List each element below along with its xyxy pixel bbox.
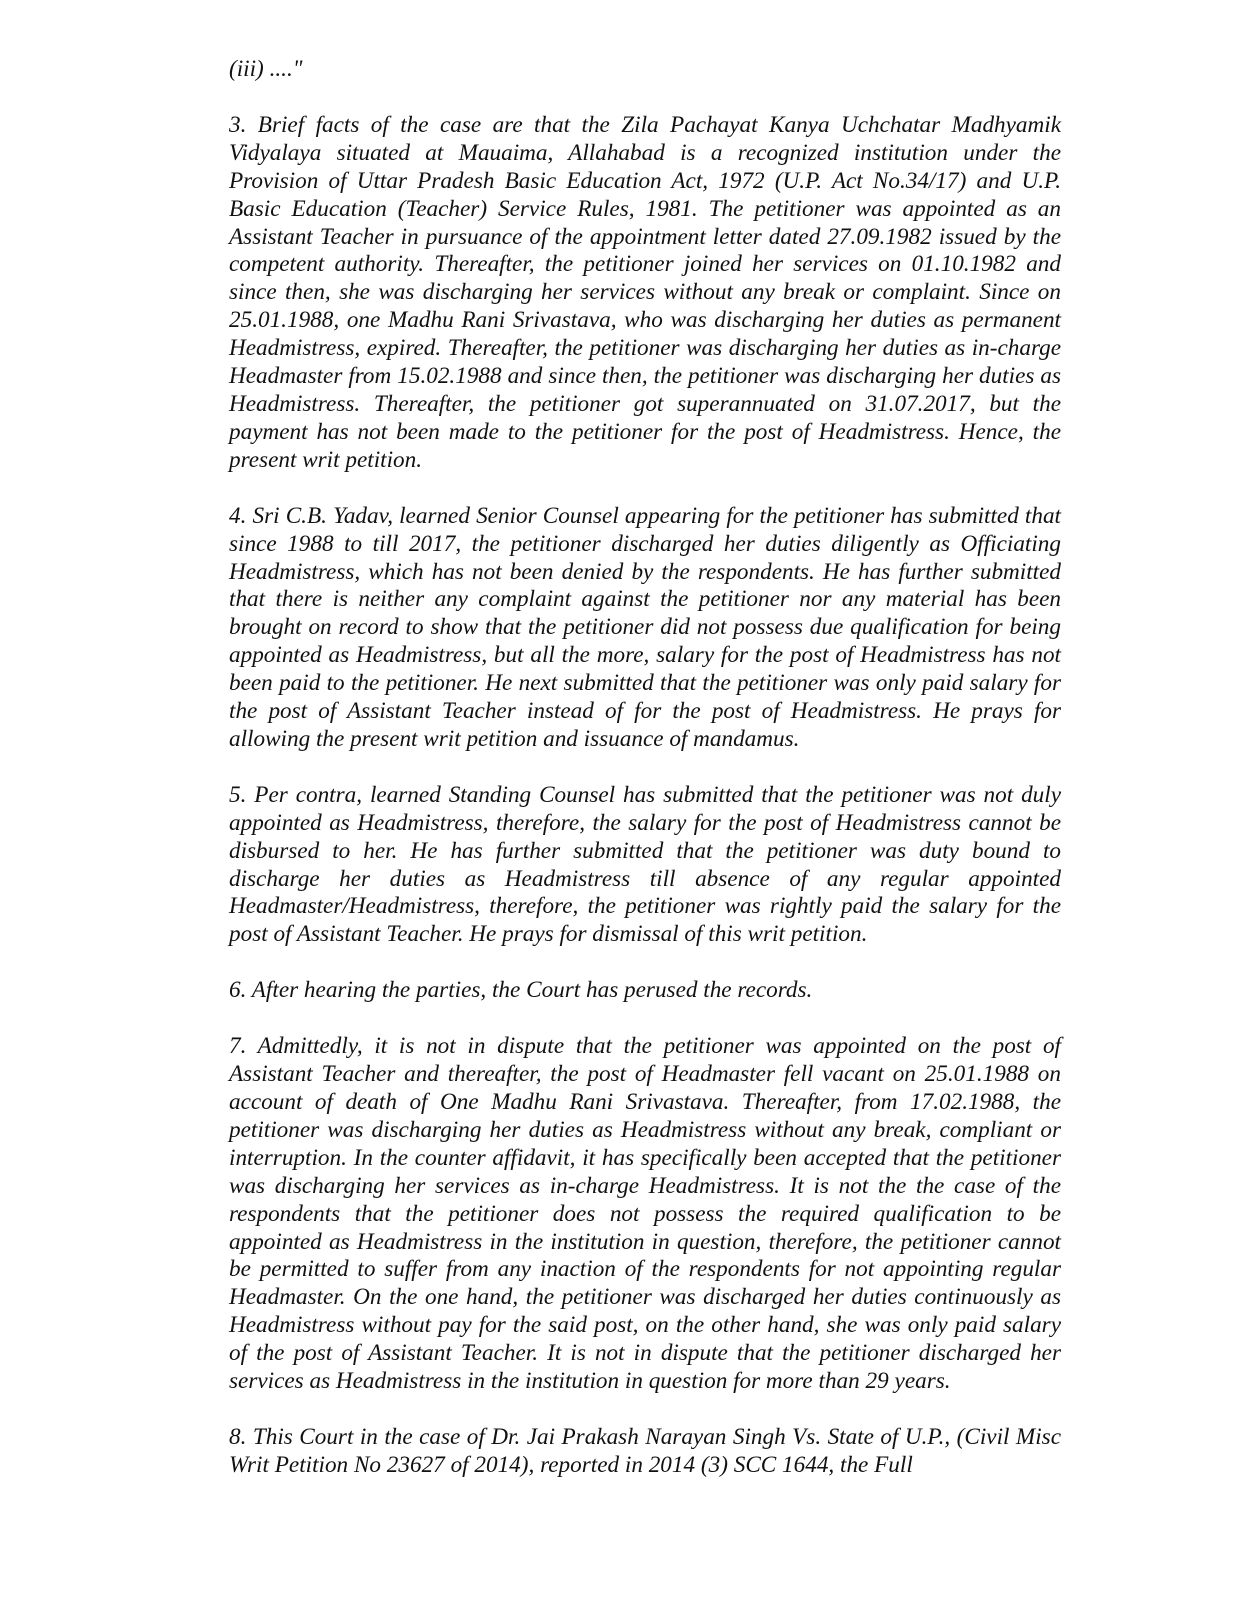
paragraph-5-respondent-submission: 5. Per contra, learned Standing Counsel has submitted that the petitioner was not duly appointed as Headmistress, therefore, the salary for the post of Headmistress cannot be disbursed to her. He has further submitted that the petitioner was duty bound to discharge her duties as Headmistress till absence of any regular appointed Headmaster/Headmistress, therefore, the petitioner was rightly paid the salary for the post of Assistant Teacher. He prays for dismissal of this writ petition. bbox=[229, 781, 1061, 948]
document-page bbox=[229, 56, 1061, 1508]
quote-ending: (iii) ...." bbox=[229, 56, 303, 82]
paragraph-3-brief-facts: 3. Brief facts of the case are that the Zila Pachayat Kanya Uchchatar Madhyamik Vidyalaya situated at Mauaima, Allahabad is a recognized institution under the Provision of Uttar Pradesh Basic Education Act, 1972 (U.P. Act No.34/17) and U.P. Basic Education (Teacher) Service Rules, 1981. The petitioner was appointed as an Assistant Teacher in pursuance of the appointment letter dated 27.09.1982 issued by the competent authority. Thereafter, the petitioner joined her services on 01.10.1982 and since then, she was discharging her services without any break or complaint. Since on 25.01.1988, one Madhu Rani Srivastava, who was discharging her duties as permanent Headmistress, expired. Thereafter, the petitioner was discharging her duties as in-charge Headmaster from 15.02.1988 and since then, the petitioner was discharging her duties as Headmistress. Thereafter, the petitioner got superannuated on 31.07.2017, but the payment has not been made to the petitioner for the post of Headmistress. Hence, the present writ petition. bbox=[229, 111, 1061, 473]
paragraph-7-findings: 7. Admittedly, it is not in dispute that the petitioner was appointed on the post of Assistant Teacher and thereafter, the post of Headmaster fell vacant on 25.01.1988 on account of death of One Madhu Rani Srivastava. Thereafter, from 17.02.1988, the petitioner was discharging her duties as Headmistress without any break, compliant or interruption. In the counter affidavit, it has specifically been accepted that the petitioner was discharging her services as in-charge Headmistress. It is not the the case of the respondents that the petitioner does not possess the required qualification to be appointed as Headmistress in the institution in question, therefore, the petitioner cannot be permitted to suffer from any inaction of the respondents for not appointing regular Headmaster. On the one hand, the petitioner was discharged her duties continuously as Headmistress without pay for the said post, on the other hand, she was only paid salary of the post of Assistant Teacher. It is not in dispute that the petitioner discharged her services as Headmistress in the institution in question for more than 29 years. bbox=[229, 1033, 1061, 1395]
paragraph-4-petitioner-submission: 4. Sri C.B. Yadav, learned Senior Counsel appearing for the petitioner has submitted that since 1988 to till 2017, the petitioner discharged her duties diligently as Officiating Headmistress, which has not been denied by the respondents. He has further submitted that there is neither any complaint against the petitioner nor any material has been brought on record to show that the petitioner did not possess due qualification for being appointed as Headmistress, but all the more, salary for the post of Headmistress has not been paid to the petitioner. He next submitted that the petitioner was only paid salary for the post of Assistant Teacher instead of for the post of Headmistress. He prays for allowing the present writ petition and issuance of mandamus. bbox=[229, 502, 1061, 752]
paragraph-8-precedent: 8. This Court in the case of Dr. Jai Prakash Narayan Singh Vs. State of U.P., (Civil Misc Writ Petition No 23627 of 2014), reported in 2014 (3) SCC 1644, the Full bbox=[229, 1423, 1061, 1478]
paragraph-6-hearing: 6. After hearing the parties, the Court has perused the records. bbox=[229, 977, 813, 1004]
